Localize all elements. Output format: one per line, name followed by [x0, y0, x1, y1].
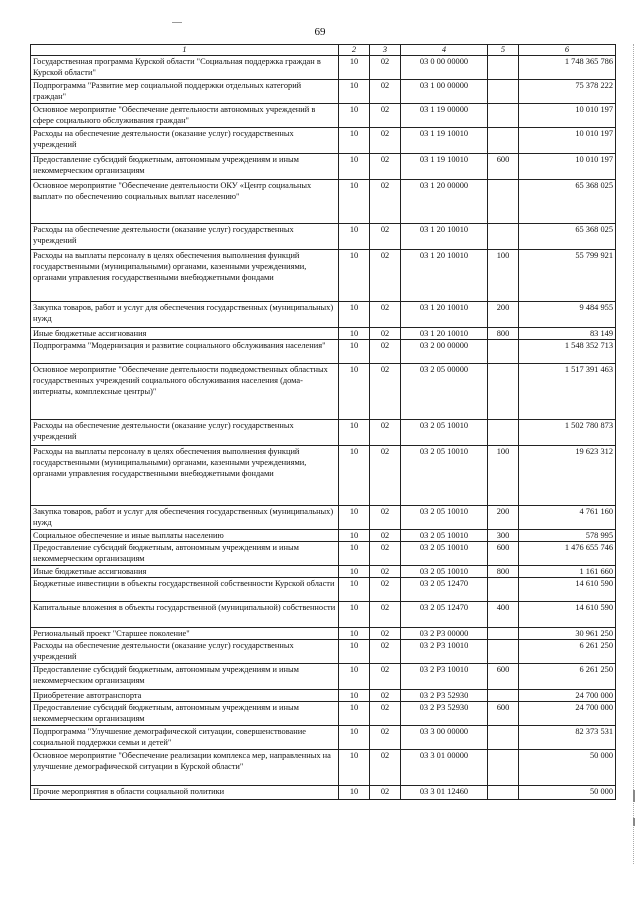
row-target-code: 03 2 P3 52930: [401, 690, 488, 702]
row-name: Основное мероприятие "Обеспечение деятельности автономных учреждений в сфере социального обслуживания граждан": [31, 104, 339, 128]
row-name: Расходы на выплаты персоналу в целях обеспечения выполнения функций государственными (муниципальными) органами, казенными учреждениями, органами управления государственными внебюджетными фондами: [31, 446, 339, 506]
table-row: [31, 530, 616, 542]
row-subsection: 02: [370, 250, 401, 302]
row-expense-type: [488, 364, 519, 420]
row-name: Расходы на обеспечение деятельности (оказание услуг) государственных учреждений: [31, 224, 339, 250]
table-row: [31, 786, 616, 800]
row-target-code: 03 2 05 12470: [401, 602, 488, 628]
row-name: Расходы на выплаты персоналу в целях обеспечения выполнения функций государственными (муниципальными) органами, казенными учреждениями, органами управления государственными внебюджетными фондами: [31, 250, 339, 302]
row-amount: 24 700 000: [519, 690, 616, 702]
row-target-code: 03 1 20 10010: [401, 302, 488, 328]
row-name: Социальное обеспечение и иные выплаты населению: [31, 530, 339, 542]
table-row: [31, 578, 616, 602]
scan-edge: [633, 44, 634, 864]
row-amount: 50 000: [519, 750, 616, 786]
row-target-code: 03 2 05 00000: [401, 364, 488, 420]
row-name: Государственная программа Курской области "Социальная поддержка граждан в Курской области": [31, 56, 339, 80]
row-name: Закупка товаров, работ и услуг для обеспечения государственных (муниципальных) нужд: [31, 506, 339, 530]
row-name: Иные бюджетные ассигнования: [31, 566, 339, 578]
row-name: Подпрограмма "Улучшение демографической ситуации, совершенствование социальной поддержки семьи и детей": [31, 726, 339, 750]
table-row: [31, 628, 616, 640]
row-subsection: 02: [370, 154, 401, 180]
row-section: 10: [339, 750, 370, 786]
row-name: Бюджетные инвестиции в объекты государственной собственности Курской области: [31, 578, 339, 602]
row-section: 10: [339, 56, 370, 80]
row-section: 10: [339, 578, 370, 602]
row-target-code: 03 3 01 00000: [401, 750, 488, 786]
row-expense-type: [488, 690, 519, 702]
row-expense-type: [488, 104, 519, 128]
row-name: Подпрограмма "Развитие мер социальной поддержки отдельных категорий граждан": [31, 80, 339, 104]
row-amount: 50 000: [519, 786, 616, 800]
table-row: [31, 542, 616, 566]
table-row: [31, 506, 616, 530]
row-target-code: 03 1 20 00000: [401, 180, 488, 224]
row-target-code: 03 2 05 10010: [401, 420, 488, 446]
row-subsection: 02: [370, 364, 401, 420]
row-amount: 1 476 655 746: [519, 542, 616, 566]
row-expense-type: 100: [488, 446, 519, 506]
row-section: 10: [339, 446, 370, 506]
row-amount: 10 010 197: [519, 128, 616, 154]
row-section: 10: [339, 726, 370, 750]
column-header-target-code: 4: [401, 45, 488, 56]
row-amount: 83 149: [519, 328, 616, 340]
row-target-code: 03 2 05 10010: [401, 446, 488, 506]
table-row: [31, 104, 616, 128]
row-expense-type: [488, 628, 519, 640]
table-header-row: [31, 45, 616, 56]
row-target-code: 03 2 P3 10010: [401, 664, 488, 690]
row-section: 10: [339, 180, 370, 224]
table-row: [31, 664, 616, 690]
row-expense-type: [488, 56, 519, 80]
row-amount: 1 548 352 713: [519, 340, 616, 364]
row-section: 10: [339, 128, 370, 154]
row-subsection: 02: [370, 340, 401, 364]
row-expense-type: 600: [488, 702, 519, 726]
row-section: 10: [339, 302, 370, 328]
row-expense-type: [488, 578, 519, 602]
row-amount: 30 961 250: [519, 628, 616, 640]
row-amount: 1 748 365 786: [519, 56, 616, 80]
row-subsection: 02: [370, 690, 401, 702]
row-subsection: 02: [370, 702, 401, 726]
column-header-subsection: 3: [370, 45, 401, 56]
row-target-code: 03 2 05 10010: [401, 506, 488, 530]
row-section: 10: [339, 628, 370, 640]
scan-mark: [633, 790, 635, 802]
row-amount: 14 610 590: [519, 578, 616, 602]
table-row: [31, 80, 616, 104]
table-body: [31, 56, 616, 800]
row-expense-type: [488, 420, 519, 446]
table-row: [31, 364, 616, 420]
row-section: 10: [339, 224, 370, 250]
row-expense-type: 400: [488, 602, 519, 628]
row-subsection: 02: [370, 180, 401, 224]
row-subsection: 02: [370, 328, 401, 340]
row-expense-type: [488, 640, 519, 664]
scan-mark: [633, 818, 635, 826]
row-target-code: 03 1 19 00000: [401, 104, 488, 128]
table-row: [31, 566, 616, 578]
row-amount: 19 623 312: [519, 446, 616, 506]
row-name: Прочие мероприятия в области социальной политики: [31, 786, 339, 800]
row-expense-type: [488, 340, 519, 364]
table-row: [31, 640, 616, 664]
row-name: Расходы на обеспечение деятельности (оказание услуг) государственных учреждений: [31, 640, 339, 664]
table-row: [31, 602, 616, 628]
table-row: [31, 446, 616, 506]
row-section: 10: [339, 566, 370, 578]
row-target-code: 03 2 05 12470: [401, 578, 488, 602]
row-expense-type: 800: [488, 328, 519, 340]
row-expense-type: 100: [488, 250, 519, 302]
row-section: 10: [339, 420, 370, 446]
row-amount: 65 368 025: [519, 180, 616, 224]
table-row: [31, 420, 616, 446]
row-section: 10: [339, 506, 370, 530]
row-name: Предоставление субсидий бюджетным, автономным учреждениям и иным некоммерческим организациям: [31, 542, 339, 566]
row-subsection: 02: [370, 506, 401, 530]
row-section: 10: [339, 154, 370, 180]
column-header-section: 2: [339, 45, 370, 56]
row-subsection: 02: [370, 80, 401, 104]
row-target-code: 03 2 P3 10010: [401, 640, 488, 664]
row-section: 10: [339, 250, 370, 302]
row-name: Основное мероприятие "Обеспечение деятельности ОКУ «Центр социальных выплат» по обеспечению социальных выплат населению": [31, 180, 339, 224]
budget-table: [30, 44, 616, 800]
row-expense-type: [488, 750, 519, 786]
row-expense-type: [488, 80, 519, 104]
row-subsection: 02: [370, 726, 401, 750]
row-section: 10: [339, 340, 370, 364]
table-row: [31, 750, 616, 786]
table-row: [31, 690, 616, 702]
row-section: 10: [339, 602, 370, 628]
row-expense-type: 200: [488, 302, 519, 328]
row-name: Основное мероприятие "Обеспечение деятельности подведомственных областных государственных учреждений социального обслуживания населения (дома-интернаты, комплексные центры)": [31, 364, 339, 420]
row-name: Расходы на обеспечение деятельности (оказание услуг) государственных учреждений: [31, 128, 339, 154]
row-target-code: 03 1 19 10010: [401, 128, 488, 154]
row-subsection: 02: [370, 664, 401, 690]
row-amount: 4 761 160: [519, 506, 616, 530]
table-row: [31, 224, 616, 250]
row-expense-type: 600: [488, 154, 519, 180]
row-amount: 578 995: [519, 530, 616, 542]
row-amount: 82 373 531: [519, 726, 616, 750]
row-name: Предоставление субсидий бюджетным, автономным учреждениям и иным некоммерческим организациям: [31, 702, 339, 726]
row-section: 10: [339, 364, 370, 420]
row-subsection: 02: [370, 640, 401, 664]
row-target-code: 03 2 05 10010: [401, 530, 488, 542]
row-target-code: 03 2 00 00000: [401, 340, 488, 364]
row-section: 10: [339, 328, 370, 340]
row-section: 10: [339, 104, 370, 128]
row-name: Иные бюджетные ассигнования: [31, 328, 339, 340]
row-target-code: 03 2 P3 00000: [401, 628, 488, 640]
row-expense-type: 600: [488, 664, 519, 690]
table-row: [31, 302, 616, 328]
row-amount: 10 010 197: [519, 104, 616, 128]
row-section: 10: [339, 690, 370, 702]
row-section: 10: [339, 542, 370, 566]
row-expense-type: [488, 180, 519, 224]
table-row: [31, 328, 616, 340]
column-header-name: 1: [31, 45, 339, 56]
column-header-amount: 6: [519, 45, 616, 56]
row-expense-type: 300: [488, 530, 519, 542]
row-expense-type: [488, 224, 519, 250]
row-target-code: 03 1 20 10010: [401, 328, 488, 340]
column-header-expense-type: 5: [488, 45, 519, 56]
row-subsection: 02: [370, 578, 401, 602]
row-expense-type: 200: [488, 506, 519, 530]
row-target-code: 03 2 05 10010: [401, 566, 488, 578]
row-subsection: 02: [370, 542, 401, 566]
row-target-code: 03 3 00 00000: [401, 726, 488, 750]
row-section: 10: [339, 530, 370, 542]
row-section: 10: [339, 786, 370, 800]
row-expense-type: [488, 726, 519, 750]
table-row: [31, 250, 616, 302]
row-name: Предоставление субсидий бюджетным, автономным учреждениям и иным некоммерческим организациям: [31, 154, 339, 180]
row-expense-type: 800: [488, 566, 519, 578]
row-subsection: 02: [370, 530, 401, 542]
row-section: 10: [339, 702, 370, 726]
row-target-code: 03 1 19 10010: [401, 154, 488, 180]
row-name: Предоставление субсидий бюджетным, автономным учреждениям и иным некоммерческим организациям: [31, 664, 339, 690]
row-amount: 10 010 197: [519, 154, 616, 180]
row-expense-type: [488, 786, 519, 800]
row-amount: 65 368 025: [519, 224, 616, 250]
row-subsection: 02: [370, 104, 401, 128]
row-subsection: 02: [370, 628, 401, 640]
row-subsection: 02: [370, 786, 401, 800]
row-amount: 6 261 250: [519, 640, 616, 664]
table-row: [31, 340, 616, 364]
row-subsection: 02: [370, 224, 401, 250]
table-row: [31, 726, 616, 750]
row-amount: 55 799 921: [519, 250, 616, 302]
row-target-code: 03 2 P3 52930: [401, 702, 488, 726]
row-section: 10: [339, 80, 370, 104]
row-target-code: 03 1 20 10010: [401, 250, 488, 302]
row-subsection: 02: [370, 56, 401, 80]
row-target-code: 03 3 01 12460: [401, 786, 488, 800]
row-target-code: 03 0 00 00000: [401, 56, 488, 80]
row-name: Закупка товаров, работ и услуг для обеспечения государственных (муниципальных) нужд: [31, 302, 339, 328]
row-amount: 6 261 250: [519, 664, 616, 690]
row-amount: 24 700 000: [519, 702, 616, 726]
row-name: Расходы на обеспечение деятельности (оказание услуг) государственных учреждений: [31, 420, 339, 446]
row-name: Региональный проект "Старшее поколение": [31, 628, 339, 640]
row-name: Приобретение автотранспорта: [31, 690, 339, 702]
table-row: [31, 128, 616, 154]
row-name: Подпрограмма "Модернизация и развитие социального обслуживания населения": [31, 340, 339, 364]
row-expense-type: [488, 128, 519, 154]
table-row: [31, 180, 616, 224]
row-subsection: 02: [370, 446, 401, 506]
row-target-code: 03 2 05 10010: [401, 542, 488, 566]
row-amount: 1 161 660: [519, 566, 616, 578]
row-amount: 1 517 391 463: [519, 364, 616, 420]
row-amount: 9 484 955: [519, 302, 616, 328]
row-subsection: 02: [370, 566, 401, 578]
row-amount: 1 502 780 873: [519, 420, 616, 446]
table-row: [31, 56, 616, 80]
page-number: 69: [314, 26, 326, 38]
row-amount: 75 378 222: [519, 80, 616, 104]
table-row: [31, 702, 616, 726]
row-name: Капитальные вложения в объекты государственной (муниципальной) собственности: [31, 602, 339, 628]
row-section: 10: [339, 664, 370, 690]
row-section: 10: [339, 640, 370, 664]
row-amount: 14 610 590: [519, 602, 616, 628]
row-subsection: 02: [370, 602, 401, 628]
row-target-code: 03 1 00 00000: [401, 80, 488, 104]
row-expense-type: 600: [488, 542, 519, 566]
row-subsection: 02: [370, 750, 401, 786]
row-subsection: 02: [370, 128, 401, 154]
row-subsection: 02: [370, 420, 401, 446]
table-row: [31, 154, 616, 180]
scan-mark: [172, 22, 182, 23]
row-name: Основное мероприятие "Обеспечение реализации комплекса мер, направленных на улучшение демографической ситуации в Курской области": [31, 750, 339, 786]
row-subsection: 02: [370, 302, 401, 328]
row-target-code: 03 1 20 10010: [401, 224, 488, 250]
